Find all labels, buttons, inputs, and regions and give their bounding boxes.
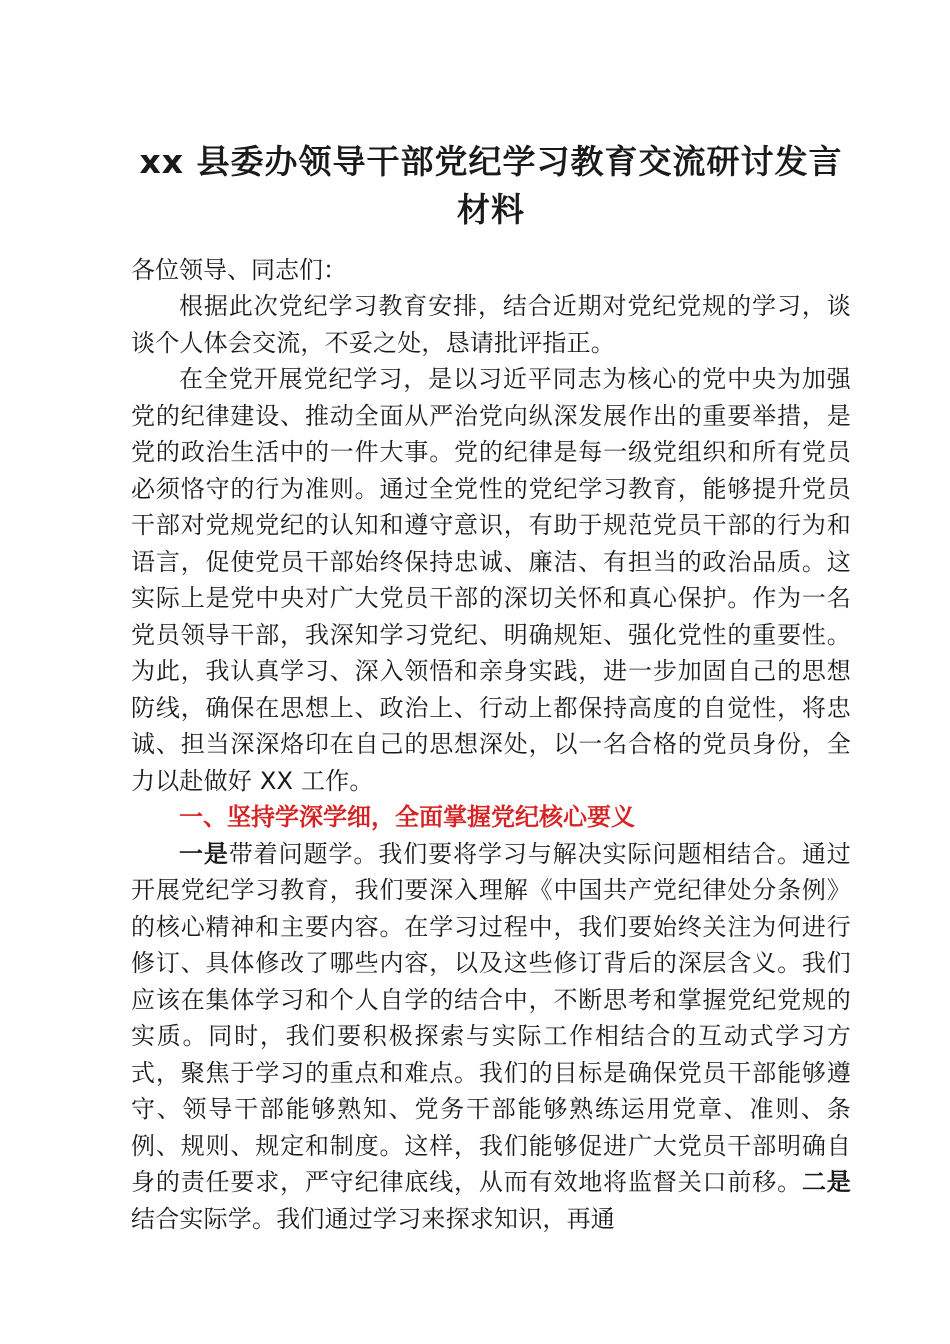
document-title: xx 县委办领导干部党纪学习教育交流研讨发言材料 [139, 142, 843, 229]
document-page [131, 138, 851, 1237]
point-text-2: 结合实际学。我们通过学习来探求知识，再通 [131, 1204, 615, 1233]
point-text-1: 带着问题学。我们要将学习与解决实际问题相结合。通过开展党纪学习教育，我们要深入理解《中国共产党纪律处分条例》的核心精神和主要内容。在学习过程中，我们要始终关注为何进行修订、具体修改了哪些内容，以及这些修订背后的深层含义。我们应该在集体学习和个人自学的结合中，不断思考和掌握党纪党规的实质。同时，我们要积极探索与实际工作相结合的互动式学习方式，聚焦于学习的重点和难点。我们的目标是确保党员干部能够遵守、领导干部能够熟知、党务干部能够熟练运用党章、准则、条例、规则、规定和制度。这样，我们能够促进广大党员干部明确自身的责任要求，严守纪律底线，从而有效地将监督关口前移。 [131, 839, 852, 1196]
point-lead-2: 二是 [801, 1168, 851, 1196]
intro-paragraph: 根据此次党纪学习教育安排，结合近期对党纪党规的学习，谈谈个人体会交流，不妥之处，恳请批评指正。 [131, 292, 851, 357]
section-paragraph [131, 836, 851, 1238]
point-lead-1: 一是 [179, 839, 229, 868]
section-heading: 一、坚持学深学细，全面掌握党纪核心要义 [179, 803, 635, 831]
body-paragraph: 在全党开展党纪学习，是以习近平同志为核心的党中央为加强党的纪律建设、推动全面从严治党向纵深发展作出的重要举措，是党的政治生活中的一件大事。党的纪律是每一级党组织和所有党员必须恪守的行为准则。通过全党性的党纪学习教育，能够提升党员干部对党规党纪的认知和遵守意识，有助于规范党员干部的行为和语言，促使党员干部始终保持忠诚、廉洁、有担当的政治品质。这实际上是党中央对广大党员干部的深切关怀和真心保护。作为一名党员领导干部，我深知学习党纪、明确规矩、强化党性的重要性。为此，我认真学习、深入领悟和亲身实践，进一步加固自己的思想防线，确保在思想上、政治上、行动上都保持高度的自觉性，将忠诚、担当深深烙印在自己的思想深处，以一名合格的党员身份，全力以赴做好 XX 工作。 [131, 365, 851, 795]
salutation: 各位领导、同志们： [131, 256, 347, 284]
